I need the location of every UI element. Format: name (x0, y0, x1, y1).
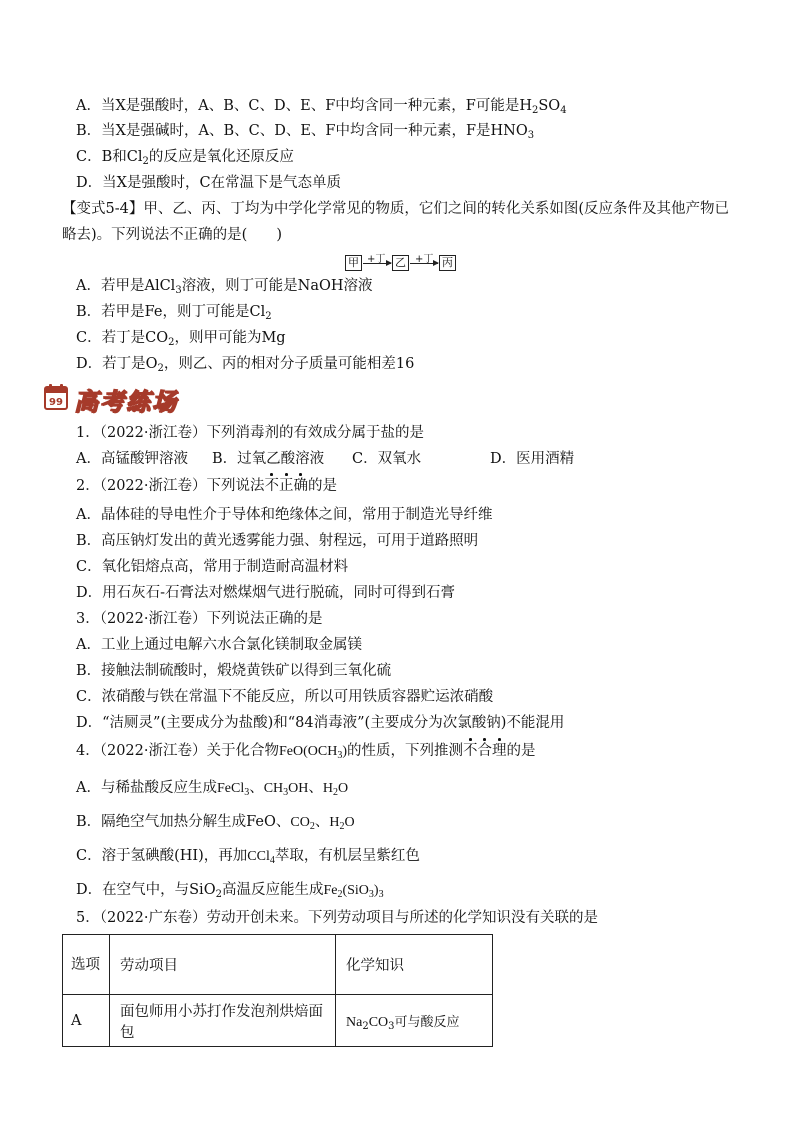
svg-text:99: 99 (49, 397, 63, 408)
question-2-option-d: D．用石灰石-石膏法对燃煤烟气进行脱硫，同时可得到石膏 (76, 585, 456, 601)
question-2-option-a: A．晶体硅的导电性介于导体和绝缘体之间，常用于制造光导纤维 (76, 507, 493, 523)
variant-5-4-stem: 【变式5-4】甲、乙、丙、丁均为中学化学常见的物质，它们之间的转化关系如图(反应条件及其他产物已 (62, 201, 730, 217)
question-4-option-d: D．在空气中，与SiO$_2$高温反应能生成$Fe_2(SiO_3)_3$ (76, 882, 384, 900)
question-2-stem: 2．（2022·浙江卷）下列说法不正确的是 (76, 478, 337, 494)
option-a-prev: A．当X是强酸时，A、B、C、D、E、F中均含同一种元素，F可能是$H_2SO_4$ (76, 98, 567, 116)
scheme-arrow-1 (363, 263, 391, 264)
formula-feo-och3: $FeO(OCH_3)$ (279, 744, 348, 761)
question-3-option-d: D．“洁厕灵”(主要成分为盐酸)和“84消毒液”(主要成分为次氯酸钠)不能混用 (76, 715, 565, 731)
variant-option-c: C．若丁是$CO_2$，则甲可能为Mg (76, 330, 286, 348)
question-1-option-b: B．过氧乙酸溶液 (212, 451, 325, 467)
scheme-node-bing: 丙 (439, 255, 456, 271)
variant-option-b: B．若甲是Fe，则丁可能是$Cl_2$ (76, 304, 272, 322)
question-3-option-c: C．浓硝酸与铁在常温下不能反应，所以可用铁质容器贮运浓硝酸 (76, 689, 494, 705)
variant-5-4-stem-cont: 略去)。下列说法不正确的是( ) (62, 227, 282, 243)
row-a-option: A (63, 995, 110, 1047)
variant-option-d: D．若丁是$O_2$，则乙、丙的相对分子质量可能相差16 (76, 356, 415, 374)
question-4-option-a: A．与稀盐酸反应生成FeCl$_3$、$CH_3OH$、$H_2O$ (76, 780, 349, 798)
question-1-option-c: C．双氧水 (352, 451, 422, 467)
question-3-option-a: A．工业上通过电解六水合氯化镁制取金属镁 (76, 637, 362, 653)
question-4-option-b: B．隔绝空气加热分解生成FeO、$CO_2$、$H_2O$ (76, 814, 355, 832)
scheme-label-2: +丁 (415, 254, 434, 265)
header-chemistry: 化学知识 (336, 935, 493, 995)
header-option: 选项 (63, 935, 110, 995)
section-title: 高考练场 (74, 387, 178, 416)
calendar-icon (44, 383, 68, 410)
question-5-table (62, 934, 493, 1047)
question-2-option-b: B．高压钠灯发出的黄光透雾能力强、射程远，可用于道路照明 (76, 533, 479, 549)
question-5-stem: 5．（2022·广东卷）劳动开创未来。下列劳动项目与所述的化学知识没有关联的是 (76, 910, 598, 926)
scheme-label-1: +丁 (367, 254, 386, 265)
row-a-chemistry: $Na_2CO_3$可与酸反应 (336, 995, 493, 1047)
table-header-row (63, 935, 493, 995)
scheme-arrow-2 (410, 263, 438, 264)
question-4-stem: 4．（2022·浙江卷）关于化合物$FeO(OCH_3)$的性质，下列推测不合理的是 (76, 743, 536, 761)
option-c-prev: C．B和$Cl_2$的反应是氧化还原反应 (76, 149, 294, 167)
row-a-labor-item: 面包师用小苏打作发泡剂烘焙面包 (110, 995, 336, 1047)
table-row (63, 995, 493, 1047)
option-d-prev: D．当X是强酸时，C在常温下是气态单质 (76, 175, 342, 191)
question-2-option-c: C．氧化铝熔点高，常用于制造耐高温材料 (76, 559, 349, 575)
question-1-option-a: A．高锰酸钾溶液 (76, 451, 188, 467)
option-b-prev: B．当X是强碱时，A、B、C、D、E、F中均含同一种元素，F是$HNO_3$ (76, 123, 535, 141)
question-4-option-c: C．溶于氢碘酸(HI)，再加CCl$_4$萃取，有机层呈紫红色 (76, 848, 420, 866)
header-labor-item: 劳动项目 (110, 935, 336, 995)
question-3-stem: 3．（2022·浙江卷）下列说法正确的是 (76, 611, 323, 627)
variant-option-a: A．若甲是AlCl$_3$溶液，则丁可能是NaOH溶液 (76, 278, 373, 296)
question-1-stem: 1．（2022·浙江卷）下列消毒剂的有效成分属于盐的是 (76, 425, 424, 441)
scheme-node-jia: 甲 (345, 255, 362, 271)
question-3-option-b: B．接触法制硫酸时，煅烧黄铁矿以得到三氧化硫 (76, 663, 392, 679)
question-1-option-d: D．医用酒精 (490, 451, 575, 467)
scheme-node-yi: 乙 (392, 255, 409, 271)
